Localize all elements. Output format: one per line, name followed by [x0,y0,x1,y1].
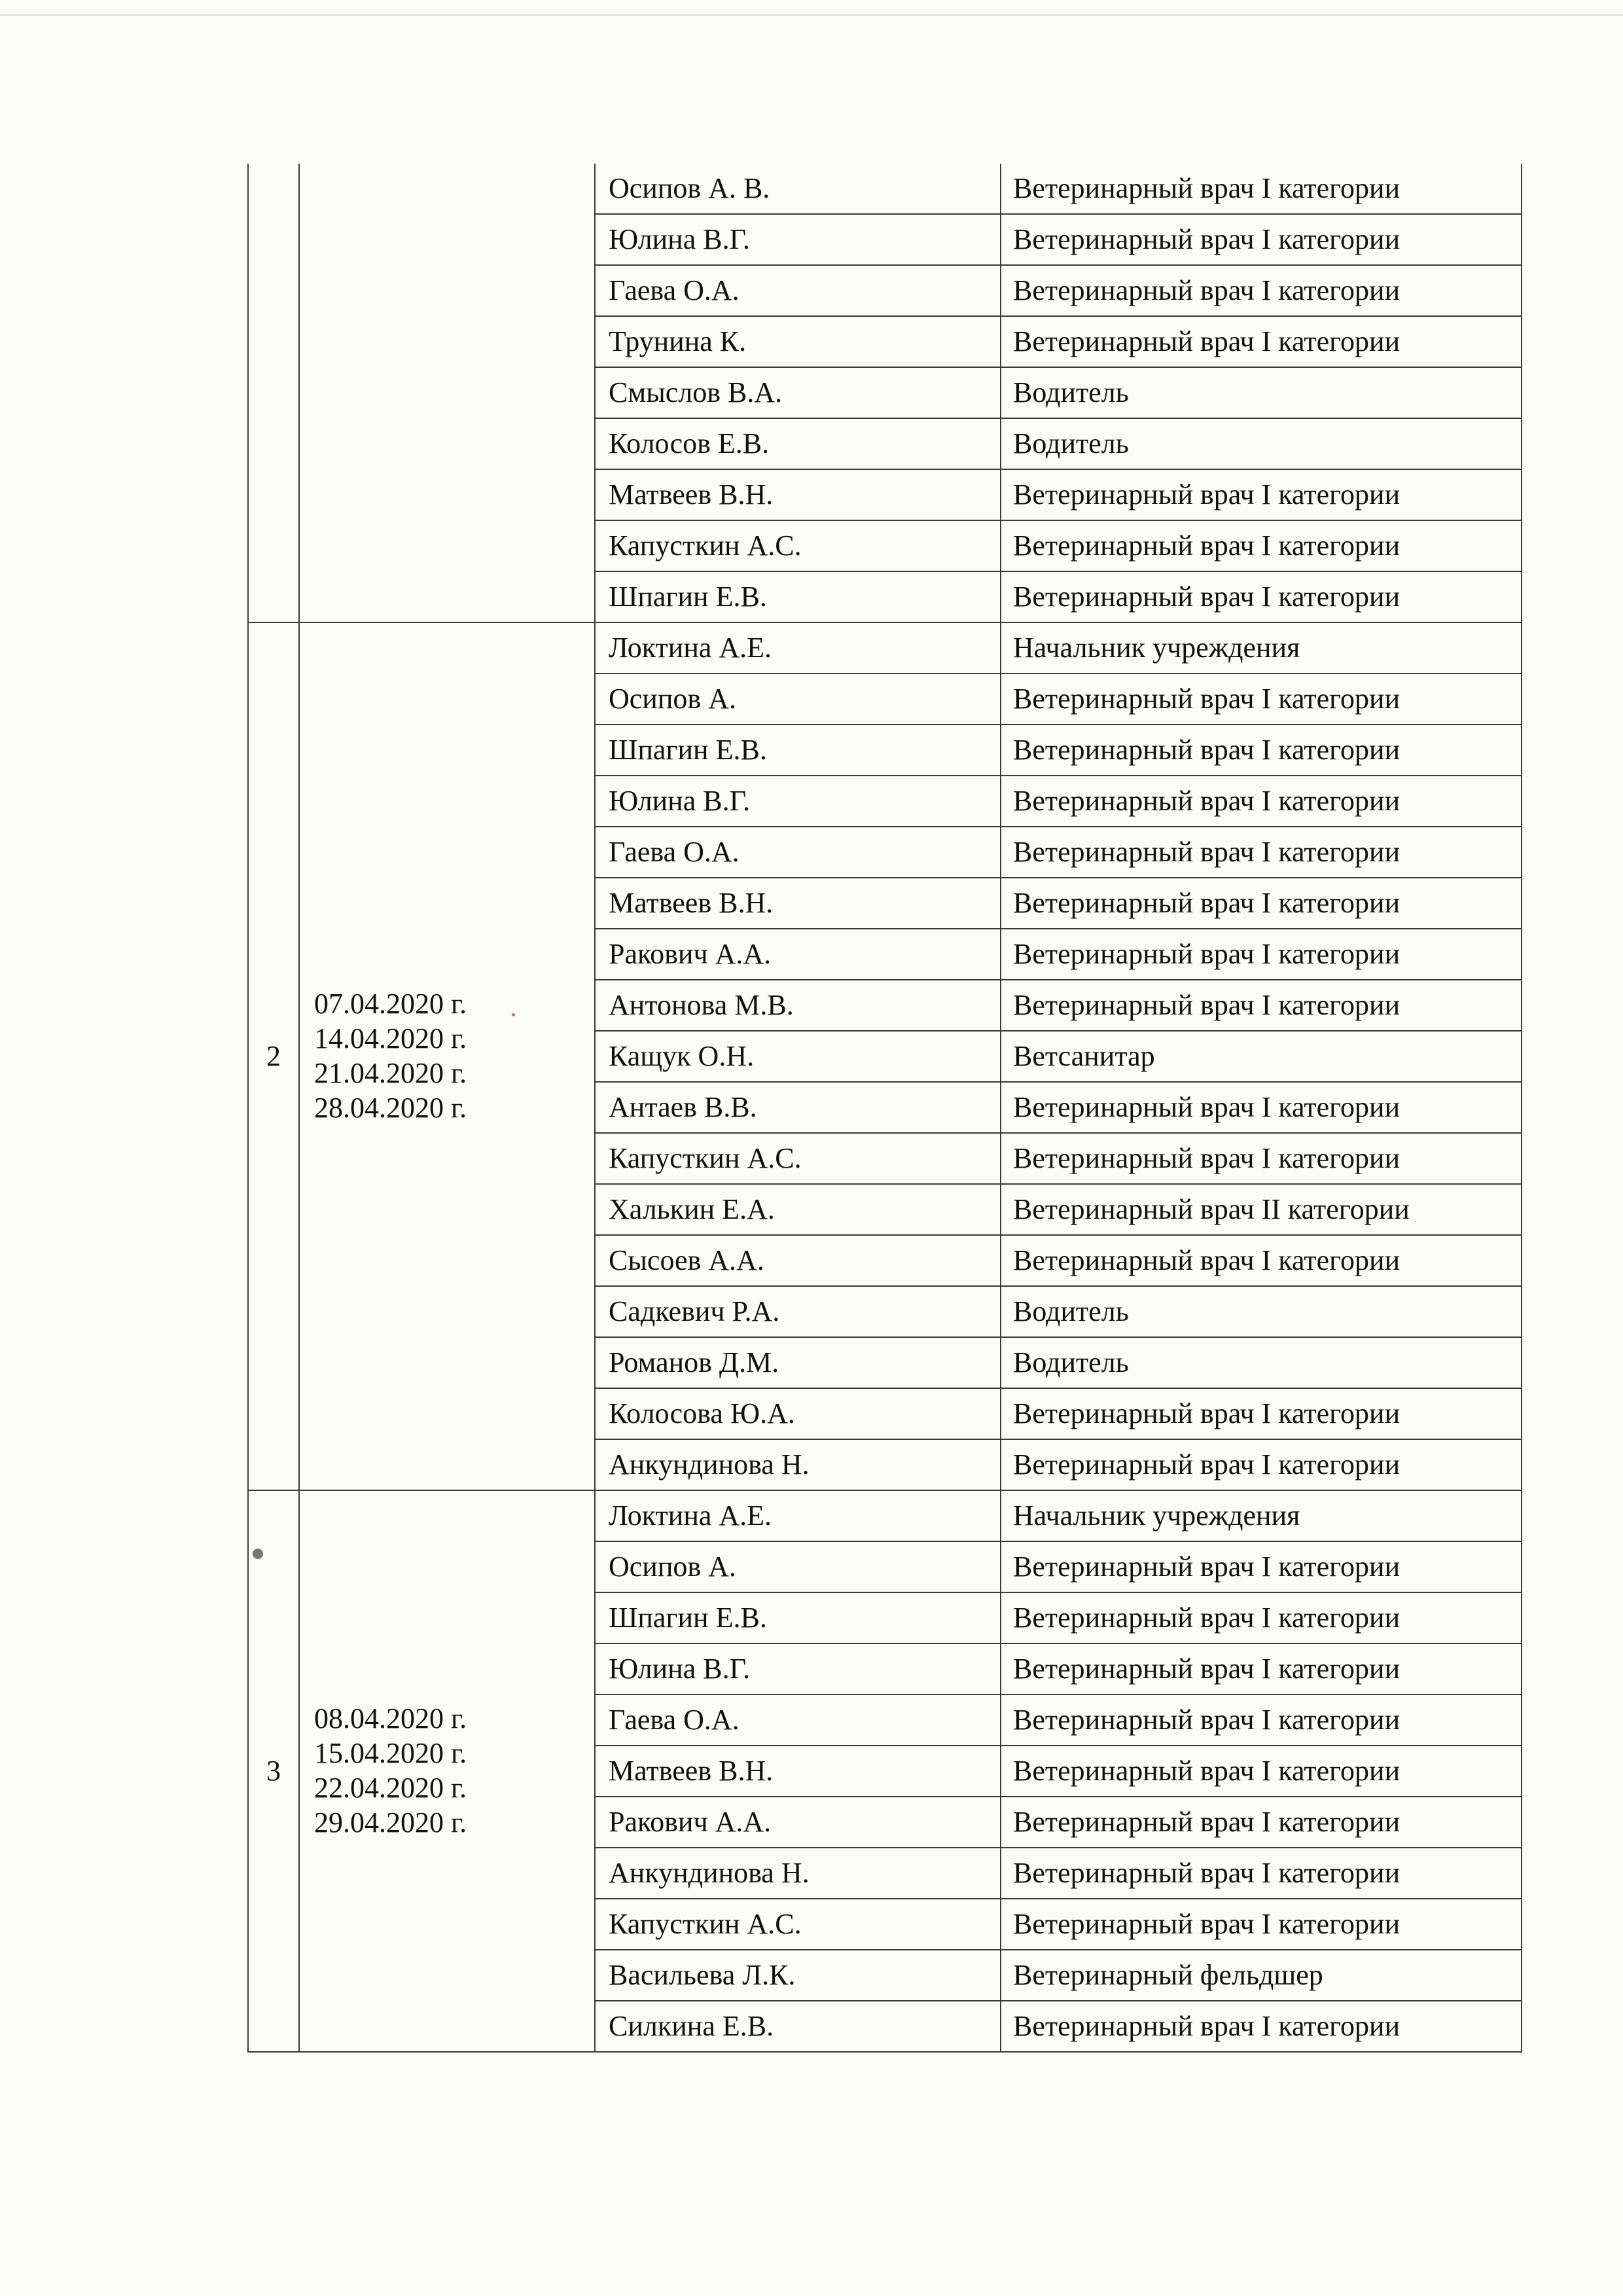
employee-name: Колосова Ю.А. [595,1388,1001,1439]
employee-name: Юлина В.Г. [595,776,1001,827]
employee-position: Ветеринарный врач I категории [1001,469,1522,520]
group-number-cell [248,622,299,1490]
table-body [248,164,1522,2052]
employee-name: Гаева О.А. [595,1695,1001,1746]
employee-position: Ветеринарный врач I категории [1001,1746,1522,1797]
duty-date: 28.04.2020 г. [314,1091,467,1124]
employee-position: Начальник учреждения [1001,1490,1522,1541]
employee-position: Ветеринарный врач I категории [1001,520,1522,571]
employee-position: Ветеринарный врач I категории [1001,878,1522,929]
employee-position: Ветеринарный врач I категории [1001,980,1522,1031]
scan-speck [512,1013,515,1016]
employee-position: Ветеринарный врач I категории [1001,265,1522,316]
employee-position: Водитель [1001,1337,1522,1388]
employee-position: Ветеринарный врач I категории [1001,1541,1522,1592]
employee-name: Осипов А. [595,1541,1001,1592]
employee-position: Ветеринарный врач I категории [1001,1235,1522,1286]
table-row [248,164,1522,214]
employee-position: Водитель [1001,418,1522,469]
employee-name: Шпагин Е.В. [595,571,1001,622]
duty-date: 07.04.2020 г. [314,988,467,1020]
employee-name: Ракович А.А. [595,929,1001,980]
employee-name: Осипов А. В. [595,164,1001,214]
employee-name: Шпагин Е.В. [595,1592,1001,1643]
employee-position: Ветеринарный врач I категории [1001,1439,1522,1490]
employee-position: Ветеринарный врач I категории [1001,1899,1522,1950]
employee-position: Ветеринарный врач I категории [1001,571,1522,622]
employee-name: Садкевич Р.А. [595,1286,1001,1337]
employee-name: Романов Д.М. [595,1337,1001,1388]
employee-name: Ракович А.А. [595,1797,1001,1848]
employee-name: Матвеев В.Н. [595,469,1001,520]
employee-position: Начальник учреждения [1001,622,1522,673]
duty-date: 29.04.2020 г. [314,1806,467,1839]
employee-position: Ветеринарный врач I категории [1001,1592,1522,1643]
employee-name: Гаева О.А. [595,827,1001,878]
employee-name: Локтина А.Е. [595,1490,1001,1541]
employee-name: Антаев В.В. [595,1082,1001,1133]
employee-name: Капусткин А.С. [595,520,1001,571]
group-number: 3 [266,1754,281,1787]
employee-position: Ветеринарный врач II категории [1001,1184,1522,1235]
employee-position: Ветсанитар [1001,1031,1522,1082]
employee-position: Водитель [1001,367,1522,418]
employee-name: Смыслов В.А. [595,367,1001,418]
group-number-cell [248,164,299,622]
employee-name: Антонова М.В. [595,980,1001,1031]
duty-date: 15.04.2020 г. [314,1737,467,1770]
employee-name: Матвеев В.Н. [595,878,1001,929]
group-number: 2 [266,1039,281,1072]
employee-name: Васильева Л.К. [595,1950,1001,2001]
table-row [248,1490,1522,1541]
employee-name: Локтина А.Е. [595,622,1001,673]
employee-name: Осипов А. [595,673,1001,725]
employee-name: Гаева О.А. [595,265,1001,316]
duty-date: 08.04.2020 г. [314,1702,467,1735]
employee-position: Ветеринарный врач I категории [1001,1133,1522,1184]
employee-position: Ветеринарный врач I категории [1001,1797,1522,1848]
employee-name: Капусткин А.С. [595,1133,1001,1184]
employee-position: Ветеринарный врач I категории [1001,776,1522,827]
duty-schedule-table [247,164,1522,2053]
employee-name: Анкундинова Н. [595,1439,1001,1490]
employee-position: Ветеринарный фельдшер [1001,1950,1522,2001]
employee-name: Колосов Е.В. [595,418,1001,469]
table-row [248,622,1522,673]
employee-name: Матвеев В.Н. [595,1746,1001,1797]
employee-position: Ветеринарный врач I категории [1001,725,1522,776]
employee-position: Ветеринарный врач I категории [1001,1643,1522,1695]
duty-dates-cell [299,622,595,1490]
employee-position: Ветеринарный врач I категории [1001,2001,1522,2052]
employee-position: Ветеринарный врач I категории [1001,214,1522,265]
duty-date: 14.04.2020 г. [314,1022,467,1055]
employee-position: Ветеринарный врач I категории [1001,1388,1522,1439]
employee-name: Трунина К. [595,316,1001,367]
employee-position: Ветеринарный врач I категории [1001,673,1522,725]
employee-position: Ветеринарный врач I категории [1001,929,1522,980]
employee-position: Ветеринарный врач I категории [1001,1695,1522,1746]
employee-name: Юлина В.Г. [595,214,1001,265]
employee-name: Сысоев А.А. [595,1235,1001,1286]
employee-name: Капусткин А.С. [595,1899,1001,1950]
employee-position: Ветеринарный врач I категории [1001,316,1522,367]
duty-date: 22.04.2020 г. [314,1772,467,1804]
employee-name: Силкина Е.В. [595,2001,1001,2052]
employee-name: Анкундинова Н. [595,1848,1001,1899]
employee-name: Юлина В.Г. [595,1643,1001,1695]
group-number-cell [248,1490,299,2052]
scan-speck [253,1549,263,1559]
employee-position: Ветеринарный врач I категории [1001,1848,1522,1899]
duty-date: 21.04.2020 г. [314,1057,467,1089]
scan-edge [0,0,1623,16]
duty-dates-cell [299,1490,595,2052]
employee-position: Ветеринарный врач I категории [1001,164,1522,214]
employee-position: Водитель [1001,1286,1522,1337]
employee-name: Кащук О.Н. [595,1031,1001,1082]
employee-position: Ветеринарный врач I категории [1001,827,1522,878]
employee-position: Ветеринарный врач I категории [1001,1082,1522,1133]
duty-dates-cell [299,164,595,622]
employee-name: Халькин Е.А. [595,1184,1001,1235]
employee-name: Шпагин Е.В. [595,725,1001,776]
